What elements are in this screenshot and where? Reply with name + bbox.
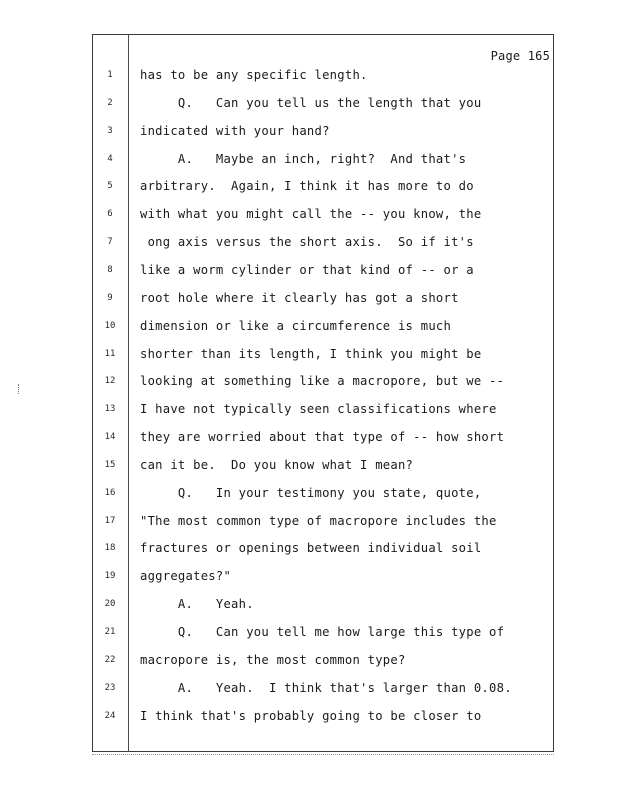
- line-number: 5: [107, 181, 113, 192]
- line-text: with what you might call the -- you know, the: [140, 207, 482, 222]
- transcript-line: [0, 567, 618, 587]
- transcript-line: [0, 66, 618, 86]
- line-number: 8: [107, 264, 113, 275]
- line-number: 20: [104, 599, 116, 610]
- line-number: 11: [104, 348, 116, 359]
- line-number: 4: [107, 153, 113, 164]
- line-text: can it be. Do you know what I mean?: [140, 457, 414, 472]
- line-text: aggregates?": [140, 569, 232, 584]
- transcript-line: [0, 512, 618, 532]
- transcript-line: [0, 539, 618, 559]
- line-number: 3: [107, 125, 113, 136]
- line-number: 10: [104, 320, 116, 331]
- line-number-margin-rule: [128, 34, 129, 752]
- line-number: 12: [104, 376, 116, 387]
- line-number: 23: [104, 682, 116, 693]
- line-number: 14: [104, 432, 116, 443]
- scan-artifact-mark: [18, 384, 21, 394]
- transcript-line: [0, 345, 618, 365]
- line-text: arbitrary. Again, I think it has more to do: [140, 179, 474, 194]
- line-number: 13: [104, 404, 116, 415]
- transcript-line: [0, 456, 618, 476]
- line-number: 6: [107, 209, 113, 220]
- transcript-line: [0, 651, 618, 671]
- line-number: 17: [104, 515, 116, 526]
- transcript-line: [0, 623, 618, 643]
- line-number: 21: [104, 627, 116, 637]
- line-text: like a worm cylinder or that kind of -- or a: [140, 262, 474, 277]
- line-text: macropore is, the most common type?: [140, 652, 406, 667]
- line-text: A. Yeah.: [140, 597, 254, 612]
- line-text: indicated with your hand?: [140, 123, 330, 138]
- line-text: Q. Can you tell me how large this type of: [140, 625, 505, 639]
- transcript-line: [0, 122, 618, 142]
- transcript-line: [0, 707, 618, 727]
- line-text: ong axis versus the short axis. So if it's: [140, 235, 474, 250]
- line-number: 9: [107, 292, 113, 303]
- line-number: 7: [107, 237, 113, 248]
- transcript-line: [0, 595, 618, 615]
- line-text: dimension or like a circumference is much: [140, 318, 452, 333]
- line-text: A. Yeah. I think that's larger than 0.08.: [140, 680, 512, 695]
- transcript-line: [0, 177, 618, 197]
- transcript-line: [0, 428, 618, 448]
- transcript-line: [0, 289, 618, 309]
- line-text: root hole where it clearly has got a short: [140, 290, 459, 305]
- page-number: Page 165: [490, 49, 550, 63]
- line-text: fractures or openings between individual soil: [140, 541, 482, 556]
- transcript-line: [0, 400, 618, 420]
- transcript-line: [0, 679, 618, 699]
- line-number: 18: [104, 543, 116, 554]
- line-text: "The most common type of macropore includes the: [140, 513, 497, 528]
- transcript-line: [0, 205, 618, 225]
- line-number: 2: [107, 97, 113, 108]
- line-number: 16: [104, 487, 116, 498]
- line-text: Q. Can you tell us the length that you: [140, 95, 482, 110]
- line-text: they are worried about that type of -- how short: [140, 430, 505, 445]
- line-text: I think that's probably going to be closer to: [140, 708, 482, 723]
- transcript-line: [0, 372, 618, 392]
- line-number: 1: [107, 70, 113, 80]
- transcript-line: [0, 261, 618, 281]
- line-text: Q. In your testimony you state, quote,: [140, 485, 482, 500]
- page-border: [92, 34, 554, 752]
- transcript-line: [0, 150, 618, 170]
- line-number: 22: [104, 654, 116, 665]
- line-text: looking at something like a macropore, but we --: [140, 374, 505, 389]
- line-number: 24: [104, 710, 116, 721]
- transcript-line: [0, 94, 618, 114]
- line-number: 19: [104, 571, 116, 582]
- transcript-line: [0, 233, 618, 253]
- transcript-line: [0, 317, 618, 337]
- transcript-line: [0, 484, 618, 504]
- line-text: A. Maybe an inch, right? And that's: [140, 151, 467, 166]
- page-bottom-edge: [92, 754, 554, 755]
- line-text: I have not typically seen classifications where: [140, 402, 497, 417]
- line-text: has to be any specific length.: [140, 68, 368, 82]
- line-text: shorter than its length, I think you might be: [140, 346, 482, 361]
- line-number: 15: [104, 459, 116, 470]
